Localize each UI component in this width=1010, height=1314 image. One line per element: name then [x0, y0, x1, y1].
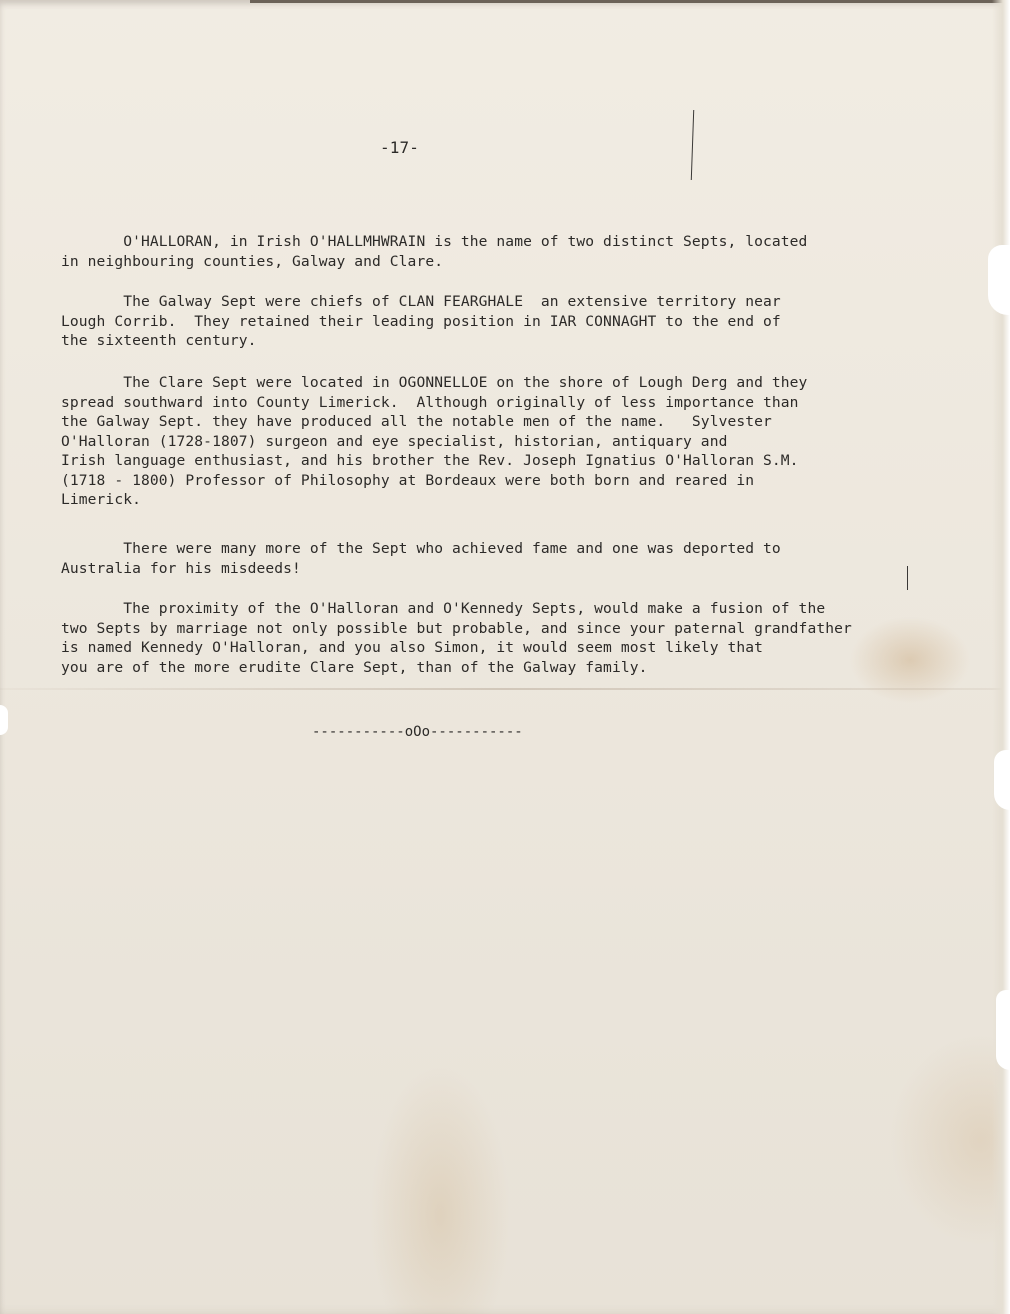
- top-edge-shadow: [250, 0, 1010, 3]
- text-line: There were many more of the Sept who achieved fame and one was deported to: [61, 540, 781, 557]
- paragraph-3: [61, 373, 807, 510]
- text-line: spread southward into County Limerick. Although originally of less importance than: [61, 393, 799, 411]
- right-page-edge: [992, 0, 1010, 1314]
- text-line: Lough Corrib. They retained their leading position in IAR CONNAGHT to the end of: [61, 312, 781, 330]
- text-line: Australia for his misdeeds!: [61, 559, 301, 577]
- text-line: The Clare Sept were located in OGONNELLOE on the shore of Lough Derg and they: [61, 374, 808, 391]
- paragraph-1: [61, 232, 807, 271]
- text-line: O'Halloran (1728-1807) surgeon and eye specialist, historian, antiquary and: [61, 432, 728, 450]
- edge-tear: [988, 245, 1010, 315]
- text-line: the sixteenth century.: [61, 332, 257, 349]
- text-line: in neighbouring counties, Galway and Clare.: [61, 252, 444, 270]
- text-line: Irish language enthusiast, and his brother the Rev. Joseph Ignatius O'Halloran S.M.: [61, 452, 799, 469]
- text-line: is named Kennedy O'Halloran, and you also Simon, it would seem most likely that: [61, 639, 764, 656]
- text-line: (1718 - 1800) Professor of Philosophy at Bordeaux were both born and reared in: [61, 471, 755, 489]
- paragraph-5: [61, 599, 852, 677]
- section-divider: -----------oOo-----------: [312, 724, 523, 740]
- text-line: The proximity of the O'Halloran and O'Kennedy Septs, would make a fusion of the: [61, 600, 826, 617]
- page-number: -17-: [380, 138, 419, 157]
- edge-tear: [0, 705, 8, 735]
- text-line: Limerick.: [61, 491, 141, 508]
- paragraph-2: [61, 292, 781, 351]
- edge-tear: [996, 990, 1010, 1070]
- text-line: O'HALLORAN, in Irish O'HALLMHWRAIN is the name of two distinct Septs, located: [61, 233, 808, 250]
- text-line: The Galway Sept were chiefs of CLAN FEARGHALE an extensive territory near: [61, 293, 781, 310]
- text-line: the Galway Sept. they have produced all the notable men of the name. Sylvester: [61, 413, 772, 430]
- edge-tear: [994, 750, 1010, 810]
- pen-mark: [907, 566, 908, 590]
- text-line: you are of the more erudite Clare Sept, than of the Galway family.: [61, 658, 648, 676]
- text-line: two Septs by marriage not only possible but probable, and since your paternal grandfather: [61, 619, 852, 637]
- paragraph-4: [61, 539, 781, 578]
- paper-fold-crease: [0, 688, 1010, 690]
